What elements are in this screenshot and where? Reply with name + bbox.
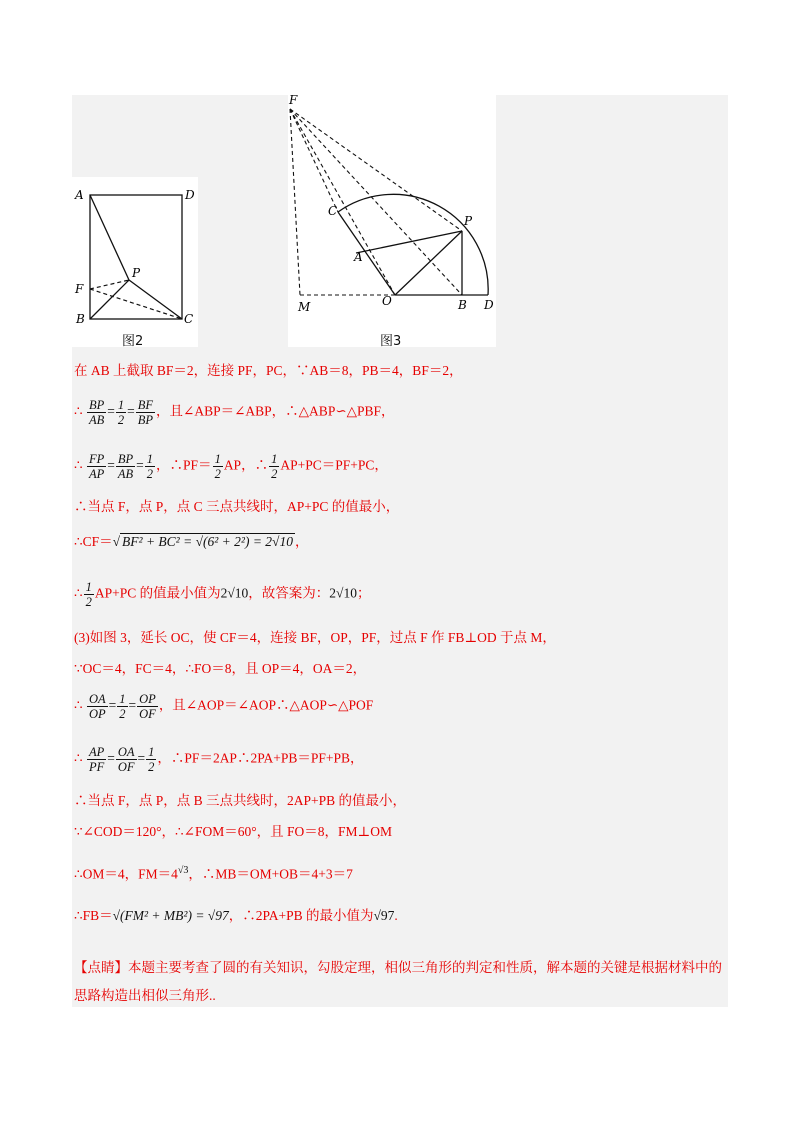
line-6: ∴ $\frac{1}{2}$ AP+PC 的值最小值为2√10，故答案为：2√10； — [74, 580, 371, 609]
sqrt-3: √3 — [177, 865, 189, 876]
line-5: ∴CF＝√ BF² + BC² = √(6² + 2²) = 2√10 ， — [74, 532, 308, 552]
figure-2-diagram — [72, 177, 198, 347]
fraction: $\frac{FP}{AP}$ — [88, 452, 105, 481]
fig2-label-p: P — [132, 266, 141, 280]
line-9: ∴ $\frac{OA}{OP}$ = $\frac{1}{2}$ = $\frac{OP}{OF}$ ，且∠AOP＝∠AOP∴△AOP∽△POF — [74, 692, 374, 721]
fraction: $\frac{AP}{PF}$ — [88, 745, 105, 774]
fig2-label-c: C — [184, 312, 194, 326]
figure-3-caption: 图3 — [380, 334, 402, 349]
fig3-label-o: O — [382, 294, 392, 308]
fraction: $\frac{1}{2}$ — [117, 398, 125, 427]
fig2-label-b: B — [76, 312, 85, 326]
fig2-label-f: F — [75, 282, 84, 296]
fraction: $\frac{1}{2}$ — [85, 580, 92, 609]
fraction: $\frac{OP}{OF}$ — [139, 692, 156, 721]
fig3-label-d: D — [484, 298, 494, 312]
figure-2-caption: 图2 — [122, 334, 144, 349]
fig3-label-c: C — [328, 204, 338, 218]
fig3-label-b: B — [458, 298, 467, 312]
key-point-note: 【点睛】本题主要考查了圆的有关知识，勾股定理，相似三角形的判定和性质，解本题的关键是根据材料中的思路构造出相似三角形.. — [74, 960, 722, 1003]
fig2-label-d: D — [185, 188, 195, 202]
line-8: ∵OC＝4，FC＝4，∴FO＝8，且 OP＝4，OA＝2， — [74, 661, 367, 676]
line-2: ∴ $\frac{BP}{AB}$ = $\frac{1}{2}$ = $\frac{BF}{BP}$ ，且∠ABP＝∠ABP，∴△ABP∽△PBF， — [74, 398, 395, 427]
line-7: (3)如图 3，延长 OC，使 CF＝4，连接 BF，OP，PF，过点 F 作 FB⊥OD 于点 M， — [74, 630, 556, 645]
fig2-label-a: A — [75, 188, 84, 202]
line-3: ∴ $\frac{FP}{AP}$ = $\frac{BP}{AB}$ = $\frac{1}{2}$ ，∴PF＝ $\frac{1}{2}$ AP，∴ $\frac{1}{2}$ AP+PC＝PF+PC， — [74, 452, 388, 481]
line-13: ∴OM＝4，$FM=4^{√3}$，∴MB＝OM+OB＝4+3＝7 — [74, 865, 353, 882]
fig3-label-a: A — [354, 250, 363, 264]
line-12: ∵∠COD＝120°，∴∠FOM＝60°，且 FO＝8，FM⊥OM — [74, 824, 392, 839]
fig3-label-f: F — [289, 95, 298, 107]
line-14: ∴FB＝√(FM² + MB²) = √97，∴2PA+PB 的最小值为√97. — [74, 906, 398, 926]
fraction: $\frac{BF}{BP}$ — [137, 398, 154, 427]
figure-2 — [72, 177, 198, 347]
fraction: $\frac{OA}{OF}$ — [117, 745, 135, 774]
sqrt-expression: √(FM² + MB²) = √97 — [112, 908, 229, 923]
figure-3 — [288, 95, 496, 347]
fraction: $\frac{BP}{AB}$ — [117, 452, 134, 481]
line-11: ∴当点 F，点 P，点 B 三点共线时，2AP+PB 的值最小， — [74, 793, 407, 808]
line-4: ∴当点 F，点 P，点 C 三点共线时，AP+PC 的值最小， — [74, 499, 400, 514]
fraction: $\frac{1}{2}$ — [146, 452, 154, 481]
fraction: $\frac{1}{2}$ — [214, 452, 221, 481]
fraction: $\frac{OA}{OP}$ — [88, 692, 106, 721]
fraction: $\frac{1}{2}$ — [119, 692, 126, 721]
figure-3-diagram — [288, 95, 496, 347]
fig3-label-p: P — [464, 214, 473, 228]
fraction: $\frac{BP}{AB}$ — [88, 398, 105, 427]
fraction: $\frac{1}{2}$ — [271, 452, 278, 481]
line-1: 在 AB 上截取 BF＝2，连接 PF，PC，∵AB＝8，PB＝4，BF＝2， — [74, 363, 463, 378]
fraction: $\frac{1}{2}$ — [148, 745, 155, 774]
line-10: ∴ $\frac{AP}{PF}$ = $\frac{OA}{OF}$ = $\frac{1}{2}$ ，∴PF＝2AP∴2PA+PB＝PF+PB， — [74, 745, 364, 774]
sqrt-expression: √ BF² + BC² = √(6² + 2²) = 2√10 — [112, 534, 293, 549]
fig3-label-m: M — [298, 300, 311, 314]
